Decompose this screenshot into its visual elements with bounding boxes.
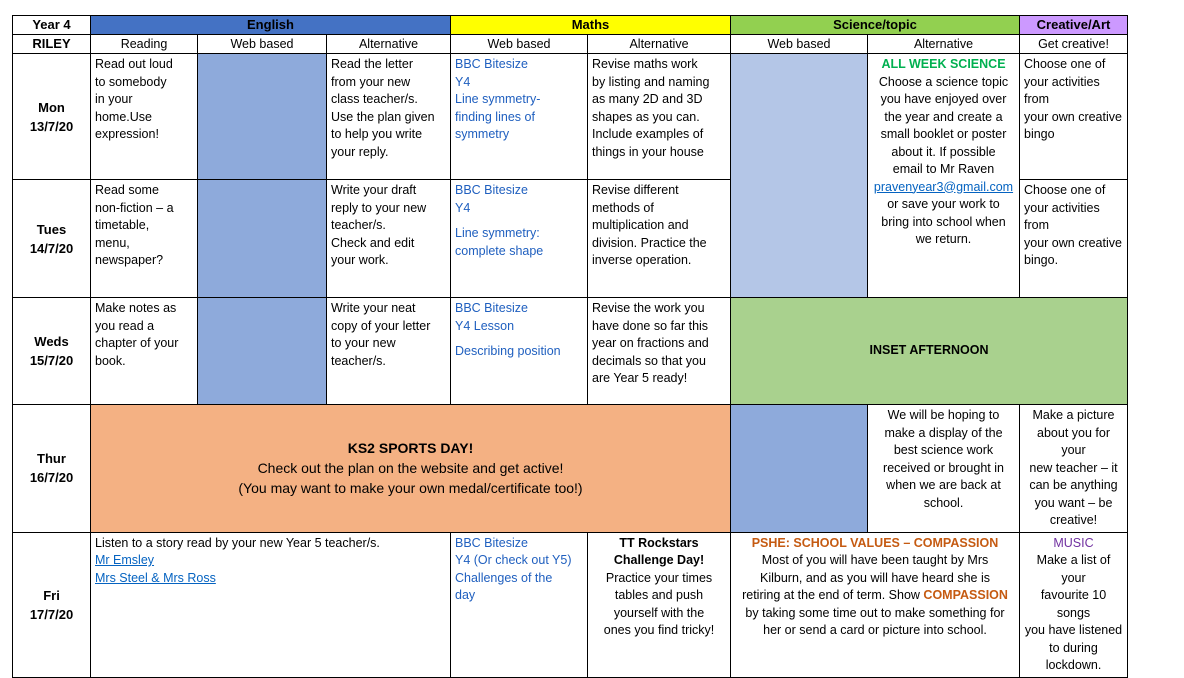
day-label: Tues xyxy=(36,221,67,237)
science-web-mon-tue xyxy=(731,54,868,298)
teacher-email-link[interactable]: pravenyear3@gmail.com xyxy=(873,179,1014,194)
tue-creative: Choose one of your activities from your own creative bingo. xyxy=(1020,180,1128,298)
col-english-web: Web based xyxy=(198,35,327,54)
tue-english-alt: Write your draft reply to your new teacher/s. Check and edit your work. xyxy=(327,180,451,298)
tue-maths-alt: Revise different methods of multiplication and division. Practice the inverse operation. xyxy=(588,180,731,298)
row-wednesday xyxy=(13,298,1128,405)
day-cell-mon xyxy=(13,54,91,180)
fri-english: Listen to a story read by your new Year 5 teacher/s. Mr Emsley Mrs Steel & Mrs Ross xyxy=(91,532,451,677)
day-date: 16/7/20 xyxy=(29,470,74,486)
wed-maths-alt: Revise the work you have done so far this year on fractions and decimals so that you are Year 5 ready! xyxy=(588,298,731,405)
wed-english-web xyxy=(198,298,327,405)
day-label: Fri xyxy=(43,587,60,603)
mrs-steel-ross-link[interactable]: Mrs Steel & Mrs Ross xyxy=(95,570,216,585)
mon-maths-web: BBC Bitesize Y4 Line symmetry- finding lines of symmetry xyxy=(451,54,588,180)
science-week-title: ALL WEEK SCIENCE xyxy=(881,57,1006,71)
row-monday xyxy=(13,54,1128,180)
year-label: Year 4 xyxy=(13,16,91,35)
science-week-cell: ALL WEEK SCIENCE Choose a science topic you have enjoyed over the year and create a small booklet or poster about it. If possible email to Mr Raven pravenyear3@gmail.com or save your work to bring into school when we return. xyxy=(868,54,1020,298)
tue-english-web xyxy=(198,180,327,298)
wed-english-alt: Write your neat copy of your letter to your new teacher/s. xyxy=(327,298,451,405)
thu-creative: Make a picture about you for your new teacher – it can be anything you want – be creative! xyxy=(1020,405,1128,533)
row-friday xyxy=(13,532,1128,677)
thu-science-web xyxy=(731,405,868,533)
day-cell-thu xyxy=(13,405,91,533)
fri-maths-alt: TT Rockstars Challenge Day! Practice your times tables and push yourself with the ones you find tricky! xyxy=(588,532,731,677)
col-reading: Reading xyxy=(91,35,198,54)
col-maths-web: Web based xyxy=(451,35,588,54)
day-label: Weds xyxy=(34,334,69,349)
fri-creative: MUSIC Make a list of your favourite 10 songs you have listened to during lockdown. xyxy=(1020,532,1128,677)
english-header: English xyxy=(91,16,451,35)
row-thursday xyxy=(13,405,1128,533)
music-title: MUSIC xyxy=(1053,535,1094,550)
art-header: Creative/Art xyxy=(1020,16,1128,35)
wed-reading: Make notes as you read a chapter of your book. xyxy=(91,298,198,405)
day-cell-fri xyxy=(13,532,91,677)
mon-english-alt: Read the letter from your new class teacher/s. Use the plan given to help you write your reply. xyxy=(327,54,451,180)
wed-maths-web: BBC Bitesize Y4 Lesson Describing position xyxy=(451,298,588,405)
col-science-web: Web based xyxy=(731,35,868,54)
timetable xyxy=(12,15,1128,678)
day-date: 13/7/20 xyxy=(29,118,74,134)
day-label: Thur xyxy=(37,451,66,467)
thu-science-alt: We will be hoping to make a display of the best science work received or brought in when we are back at school. xyxy=(868,405,1020,533)
mon-english-web xyxy=(198,54,327,180)
col-english-alt: Alternative xyxy=(327,35,451,54)
mon-maths-alt: Revise maths work by listing and naming as many 2D and 3D shapes as you can. Include examples of things in your house xyxy=(588,54,731,180)
col-maths-alt: Alternative xyxy=(588,35,731,54)
pshe-title: PSHE: SCHOOL VALUES – COMPASSION xyxy=(751,535,999,550)
fri-maths-web: BBC Bitesize Y4 (Or check out Y5) Challenges of the day xyxy=(451,532,588,677)
inset-afternoon: INSET AFTERNOON xyxy=(731,298,1128,405)
sports-day-cell: KS2 SPORTS DAY! Check out the plan on the website and get active! (You may want to make your own medal/certificate too!) xyxy=(91,405,731,533)
day-cell-wed xyxy=(13,298,91,405)
fri-pshe: PSHE: SCHOOL VALUES – COMPASSION Most of you will have been taught by Mrs Kilburn, and as you will have heard she is retiring at the end of term. Show COMPASSION by taking some time out to make something for her or send a card or picture into school. xyxy=(731,532,1020,677)
maths-header: Maths xyxy=(451,16,731,35)
science-header: Science/topic xyxy=(731,16,1020,35)
day-date: 15/7/20 xyxy=(29,353,74,368)
sports-day-title: KS2 SPORTS DAY! xyxy=(347,440,474,457)
day-date: 17/7/20 xyxy=(29,606,74,622)
mr-emsley-link[interactable]: Mr Emsley xyxy=(95,553,155,567)
mon-creative: Choose one of your activities from your own creative bingo xyxy=(1020,54,1128,180)
tue-maths-web: BBC Bitesize Y4 Line symmetry: complete shape xyxy=(451,180,588,298)
day-cell-tue xyxy=(13,180,91,298)
day-date: 14/7/20 xyxy=(29,240,74,256)
pupil-name: RILEY xyxy=(13,35,91,54)
col-science-alt: Alternative xyxy=(868,35,1020,54)
mon-reading: Read out loud to somebody in your home.Use expression! xyxy=(91,54,198,180)
day-label: Mon xyxy=(38,99,65,115)
col-creative: Get creative! xyxy=(1020,35,1128,54)
tue-reading: Read some non-fiction – a timetable, menu, newspaper? xyxy=(91,180,198,298)
